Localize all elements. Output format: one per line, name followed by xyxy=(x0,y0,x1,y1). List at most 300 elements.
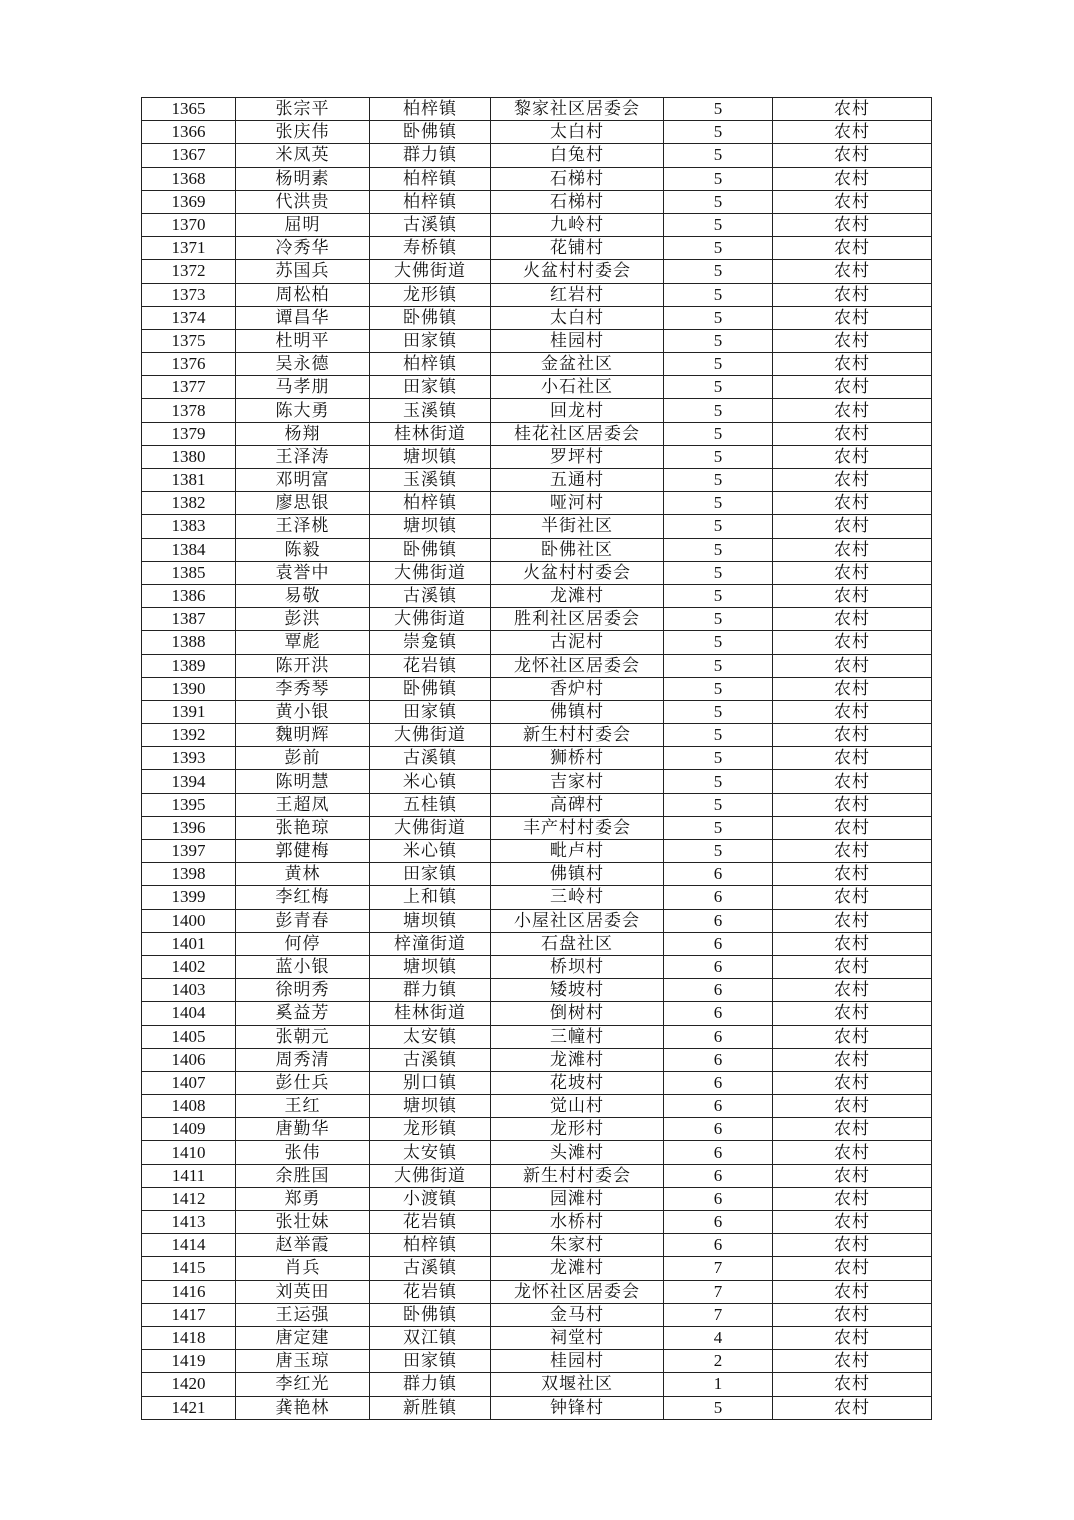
area-type-cell: 农村 xyxy=(773,1280,932,1303)
name-cell: 龚艳林 xyxy=(236,1396,370,1419)
town-cell: 卧佛镇 xyxy=(370,677,491,700)
name-cell: 周松柏 xyxy=(236,283,370,306)
town-cell: 米心镇 xyxy=(370,840,491,863)
count-cell: 5 xyxy=(664,654,773,677)
area-type-cell: 农村 xyxy=(773,700,932,723)
table-row xyxy=(142,167,932,190)
town-cell: 柏梓镇 xyxy=(370,190,491,213)
row-number-cell: 1417 xyxy=(142,1303,236,1326)
name-cell: 屈明 xyxy=(236,213,370,236)
count-cell: 5 xyxy=(664,1396,773,1419)
area-type-cell: 农村 xyxy=(773,608,932,631)
row-number-cell: 1395 xyxy=(142,793,236,816)
town-cell: 双江镇 xyxy=(370,1326,491,1349)
name-cell: 张壮妹 xyxy=(236,1211,370,1234)
row-number-cell: 1411 xyxy=(142,1164,236,1187)
records-table-body xyxy=(142,98,932,1420)
town-cell: 塘坝镇 xyxy=(370,445,491,468)
name-cell: 王红 xyxy=(236,1095,370,1118)
area-type-cell: 农村 xyxy=(773,353,932,376)
village-cell: 罗坪村 xyxy=(491,445,664,468)
town-cell: 新胜镇 xyxy=(370,1396,491,1419)
table-row xyxy=(142,190,932,213)
village-cell: 高碑村 xyxy=(491,793,664,816)
row-number-cell: 1409 xyxy=(142,1118,236,1141)
area-type-cell: 农村 xyxy=(773,724,932,747)
name-cell: 王运强 xyxy=(236,1303,370,1326)
table-row xyxy=(142,376,932,399)
area-type-cell: 农村 xyxy=(773,1326,932,1349)
row-number-cell: 1415 xyxy=(142,1257,236,1280)
name-cell: 徐明秀 xyxy=(236,979,370,1002)
area-type-cell: 农村 xyxy=(773,492,932,515)
village-cell: 金盆社区 xyxy=(491,353,664,376)
row-number-cell: 1413 xyxy=(142,1211,236,1234)
table-row xyxy=(142,1164,932,1187)
count-cell: 5 xyxy=(664,793,773,816)
name-cell: 李秀琴 xyxy=(236,677,370,700)
row-number-cell: 1396 xyxy=(142,816,236,839)
name-cell: 郭健梅 xyxy=(236,840,370,863)
count-cell: 5 xyxy=(664,167,773,190)
name-cell: 肖兵 xyxy=(236,1257,370,1280)
village-cell: 佛镇村 xyxy=(491,700,664,723)
area-type-cell: 农村 xyxy=(773,422,932,445)
area-type-cell: 农村 xyxy=(773,515,932,538)
town-cell: 田家镇 xyxy=(370,1350,491,1373)
town-cell: 柏梓镇 xyxy=(370,353,491,376)
count-cell: 5 xyxy=(664,121,773,144)
village-cell: 桂园村 xyxy=(491,1350,664,1373)
name-cell: 易敬 xyxy=(236,584,370,607)
town-cell: 小渡镇 xyxy=(370,1187,491,1210)
table-row xyxy=(142,608,932,631)
village-cell: 狮桥村 xyxy=(491,747,664,770)
area-type-cell: 农村 xyxy=(773,1350,932,1373)
count-cell: 5 xyxy=(664,700,773,723)
count-cell: 6 xyxy=(664,932,773,955)
area-type-cell: 农村 xyxy=(773,1118,932,1141)
table-row xyxy=(142,422,932,445)
table-row xyxy=(142,1373,932,1396)
name-cell: 袁誉中 xyxy=(236,561,370,584)
count-cell: 5 xyxy=(664,376,773,399)
table-row xyxy=(142,1025,932,1048)
name-cell: 唐定建 xyxy=(236,1326,370,1349)
area-type-cell: 农村 xyxy=(773,329,932,352)
row-number-cell: 1377 xyxy=(142,376,236,399)
area-type-cell: 农村 xyxy=(773,1187,932,1210)
area-type-cell: 农村 xyxy=(773,237,932,260)
town-cell: 田家镇 xyxy=(370,700,491,723)
table-row xyxy=(142,770,932,793)
count-cell: 5 xyxy=(664,469,773,492)
town-cell: 田家镇 xyxy=(370,376,491,399)
name-cell: 陈大勇 xyxy=(236,399,370,422)
table-row xyxy=(142,1280,932,1303)
town-cell: 古溪镇 xyxy=(370,747,491,770)
count-cell: 5 xyxy=(664,584,773,607)
village-cell: 双堰社区 xyxy=(491,1373,664,1396)
village-cell: 佛镇村 xyxy=(491,863,664,886)
name-cell: 米凤英 xyxy=(236,144,370,167)
village-cell: 龙形村 xyxy=(491,1118,664,1141)
row-number-cell: 1390 xyxy=(142,677,236,700)
table-row xyxy=(142,886,932,909)
village-cell: 园滩村 xyxy=(491,1187,664,1210)
row-number-cell: 1367 xyxy=(142,144,236,167)
town-cell: 古溪镇 xyxy=(370,1048,491,1071)
row-number-cell: 1412 xyxy=(142,1187,236,1210)
table-row xyxy=(142,538,932,561)
town-cell: 群力镇 xyxy=(370,144,491,167)
area-type-cell: 农村 xyxy=(773,376,932,399)
row-number-cell: 1373 xyxy=(142,283,236,306)
town-cell: 卧佛镇 xyxy=(370,306,491,329)
village-cell: 太白村 xyxy=(491,121,664,144)
table-row xyxy=(142,561,932,584)
row-number-cell: 1370 xyxy=(142,213,236,236)
name-cell: 代洪贵 xyxy=(236,190,370,213)
town-cell: 崇龛镇 xyxy=(370,631,491,654)
town-cell: 卧佛镇 xyxy=(370,121,491,144)
town-cell: 五桂镇 xyxy=(370,793,491,816)
town-cell: 群力镇 xyxy=(370,1373,491,1396)
table-row xyxy=(142,1211,932,1234)
town-cell: 卧佛镇 xyxy=(370,538,491,561)
village-cell: 五通村 xyxy=(491,469,664,492)
name-cell: 陈明慧 xyxy=(236,770,370,793)
count-cell: 5 xyxy=(664,724,773,747)
row-number-cell: 1374 xyxy=(142,306,236,329)
village-cell: 石梯村 xyxy=(491,167,664,190)
village-cell: 火盆村村委会 xyxy=(491,260,664,283)
row-number-cell: 1386 xyxy=(142,584,236,607)
town-cell: 玉溪镇 xyxy=(370,399,491,422)
village-cell: 桂花社区居委会 xyxy=(491,422,664,445)
row-number-cell: 1366 xyxy=(142,121,236,144)
town-cell: 大佛街道 xyxy=(370,561,491,584)
town-cell: 田家镇 xyxy=(370,329,491,352)
row-number-cell: 1388 xyxy=(142,631,236,654)
name-cell: 张朝元 xyxy=(236,1025,370,1048)
village-cell: 小石社区 xyxy=(491,376,664,399)
village-cell: 头滩村 xyxy=(491,1141,664,1164)
table-row xyxy=(142,1141,932,1164)
village-cell: 钟锋村 xyxy=(491,1396,664,1419)
village-cell: 龙怀社区居委会 xyxy=(491,654,664,677)
name-cell: 王超凤 xyxy=(236,793,370,816)
count-cell: 5 xyxy=(664,561,773,584)
village-cell: 丰产村村委会 xyxy=(491,816,664,839)
row-number-cell: 1369 xyxy=(142,190,236,213)
name-cell: 李红光 xyxy=(236,1373,370,1396)
count-cell: 6 xyxy=(664,1234,773,1257)
count-cell: 5 xyxy=(664,306,773,329)
table-row xyxy=(142,306,932,329)
name-cell: 冷秀华 xyxy=(236,237,370,260)
count-cell: 5 xyxy=(664,677,773,700)
row-number-cell: 1384 xyxy=(142,538,236,561)
row-number-cell: 1387 xyxy=(142,608,236,631)
table-row xyxy=(142,1350,932,1373)
name-cell: 廖思银 xyxy=(236,492,370,515)
count-cell: 5 xyxy=(664,260,773,283)
area-type-cell: 农村 xyxy=(773,283,932,306)
village-cell: 金马村 xyxy=(491,1303,664,1326)
area-type-cell: 农村 xyxy=(773,213,932,236)
count-cell: 5 xyxy=(664,608,773,631)
town-cell: 塘坝镇 xyxy=(370,909,491,932)
village-cell: 半街社区 xyxy=(491,515,664,538)
town-cell: 大佛街道 xyxy=(370,260,491,283)
town-cell: 寿桥镇 xyxy=(370,237,491,260)
area-type-cell: 农村 xyxy=(773,1211,932,1234)
area-type-cell: 农村 xyxy=(773,886,932,909)
table-row xyxy=(142,909,932,932)
table-row xyxy=(142,793,932,816)
area-type-cell: 农村 xyxy=(773,1257,932,1280)
name-cell: 何停 xyxy=(236,932,370,955)
table-row xyxy=(142,631,932,654)
name-cell: 王泽涛 xyxy=(236,445,370,468)
name-cell: 吴永德 xyxy=(236,353,370,376)
table-row xyxy=(142,1303,932,1326)
town-cell: 太安镇 xyxy=(370,1025,491,1048)
area-type-cell: 农村 xyxy=(773,1002,932,1025)
name-cell: 唐勤华 xyxy=(236,1118,370,1141)
town-cell: 塘坝镇 xyxy=(370,1095,491,1118)
count-cell: 5 xyxy=(664,770,773,793)
count-cell: 5 xyxy=(664,538,773,561)
row-number-cell: 1385 xyxy=(142,561,236,584)
count-cell: 5 xyxy=(664,747,773,770)
area-type-cell: 农村 xyxy=(773,816,932,839)
count-cell: 1 xyxy=(664,1373,773,1396)
row-number-cell: 1420 xyxy=(142,1373,236,1396)
village-cell: 火盆村村委会 xyxy=(491,561,664,584)
row-number-cell: 1381 xyxy=(142,469,236,492)
village-cell: 黎家社区居委会 xyxy=(491,98,664,121)
row-number-cell: 1408 xyxy=(142,1095,236,1118)
area-type-cell: 农村 xyxy=(773,863,932,886)
area-type-cell: 农村 xyxy=(773,190,932,213)
count-cell: 6 xyxy=(664,886,773,909)
town-cell: 大佛街道 xyxy=(370,608,491,631)
count-cell: 5 xyxy=(664,144,773,167)
area-type-cell: 农村 xyxy=(773,979,932,1002)
village-cell: 花铺村 xyxy=(491,237,664,260)
name-cell: 张宗平 xyxy=(236,98,370,121)
name-cell: 陈毅 xyxy=(236,538,370,561)
town-cell: 太安镇 xyxy=(370,1141,491,1164)
row-number-cell: 1399 xyxy=(142,886,236,909)
town-cell: 玉溪镇 xyxy=(370,469,491,492)
village-cell: 三幢村 xyxy=(491,1025,664,1048)
count-cell: 5 xyxy=(664,213,773,236)
count-cell: 6 xyxy=(664,863,773,886)
village-cell: 桂园村 xyxy=(491,329,664,352)
village-cell: 祠堂村 xyxy=(491,1326,664,1349)
area-type-cell: 农村 xyxy=(773,469,932,492)
row-number-cell: 1398 xyxy=(142,863,236,886)
table-row xyxy=(142,979,932,1002)
area-type-cell: 农村 xyxy=(773,1234,932,1257)
name-cell: 奚益芳 xyxy=(236,1002,370,1025)
row-number-cell: 1404 xyxy=(142,1002,236,1025)
row-number-cell: 1405 xyxy=(142,1025,236,1048)
name-cell: 黄小银 xyxy=(236,700,370,723)
table-row xyxy=(142,840,932,863)
area-type-cell: 农村 xyxy=(773,793,932,816)
town-cell: 梓潼街道 xyxy=(370,932,491,955)
row-number-cell: 1368 xyxy=(142,167,236,190)
row-number-cell: 1406 xyxy=(142,1048,236,1071)
row-number-cell: 1414 xyxy=(142,1234,236,1257)
name-cell: 苏国兵 xyxy=(236,260,370,283)
name-cell: 李红梅 xyxy=(236,886,370,909)
name-cell: 彭青春 xyxy=(236,909,370,932)
town-cell: 柏梓镇 xyxy=(370,98,491,121)
table-row xyxy=(142,1071,932,1094)
area-type-cell: 农村 xyxy=(773,538,932,561)
count-cell: 6 xyxy=(664,909,773,932)
village-cell: 龙怀社区居委会 xyxy=(491,1280,664,1303)
name-cell: 赵举霞 xyxy=(236,1234,370,1257)
count-cell: 4 xyxy=(664,1326,773,1349)
area-type-cell: 农村 xyxy=(773,584,932,607)
count-cell: 5 xyxy=(664,353,773,376)
records-table xyxy=(141,97,932,1420)
name-cell: 覃彪 xyxy=(236,631,370,654)
row-number-cell: 1382 xyxy=(142,492,236,515)
table-row xyxy=(142,1002,932,1025)
village-cell: 石梯村 xyxy=(491,190,664,213)
table-row xyxy=(142,98,932,121)
count-cell: 2 xyxy=(664,1350,773,1373)
table-row xyxy=(142,283,932,306)
name-cell: 张伟 xyxy=(236,1141,370,1164)
area-type-cell: 农村 xyxy=(773,1071,932,1094)
count-cell: 6 xyxy=(664,1211,773,1234)
town-cell: 桂林街道 xyxy=(370,422,491,445)
name-cell: 杨明素 xyxy=(236,167,370,190)
village-cell: 矮坡村 xyxy=(491,979,664,1002)
town-cell: 塘坝镇 xyxy=(370,515,491,538)
row-number-cell: 1410 xyxy=(142,1141,236,1164)
count-cell: 5 xyxy=(664,329,773,352)
village-cell: 古泥村 xyxy=(491,631,664,654)
table-row xyxy=(142,237,932,260)
village-cell: 花坡村 xyxy=(491,1071,664,1094)
town-cell: 花岩镇 xyxy=(370,1211,491,1234)
village-cell: 卧佛社区 xyxy=(491,538,664,561)
row-number-cell: 1394 xyxy=(142,770,236,793)
town-cell: 塘坝镇 xyxy=(370,955,491,978)
town-cell: 柏梓镇 xyxy=(370,492,491,515)
table-row xyxy=(142,724,932,747)
area-type-cell: 农村 xyxy=(773,306,932,329)
count-cell: 6 xyxy=(664,1187,773,1210)
area-type-cell: 农村 xyxy=(773,1095,932,1118)
row-number-cell: 1376 xyxy=(142,353,236,376)
name-cell: 唐玉琼 xyxy=(236,1350,370,1373)
name-cell: 陈开洪 xyxy=(236,654,370,677)
table-row xyxy=(142,654,932,677)
area-type-cell: 农村 xyxy=(773,909,932,932)
row-number-cell: 1391 xyxy=(142,700,236,723)
area-type-cell: 农村 xyxy=(773,561,932,584)
row-number-cell: 1379 xyxy=(142,422,236,445)
village-cell: 香炉村 xyxy=(491,677,664,700)
town-cell: 古溪镇 xyxy=(370,1257,491,1280)
village-cell: 新生村村委会 xyxy=(491,724,664,747)
town-cell: 古溪镇 xyxy=(370,213,491,236)
count-cell: 7 xyxy=(664,1280,773,1303)
row-number-cell: 1397 xyxy=(142,840,236,863)
table-row xyxy=(142,584,932,607)
table-row xyxy=(142,515,932,538)
village-cell: 回龙村 xyxy=(491,399,664,422)
area-type-cell: 农村 xyxy=(773,98,932,121)
row-number-cell: 1400 xyxy=(142,909,236,932)
count-cell: 5 xyxy=(664,422,773,445)
village-cell: 吉家村 xyxy=(491,770,664,793)
name-cell: 张艳琼 xyxy=(236,816,370,839)
village-cell: 三岭村 xyxy=(491,886,664,909)
row-number-cell: 1393 xyxy=(142,747,236,770)
name-cell: 彭仕兵 xyxy=(236,1071,370,1094)
town-cell: 花岩镇 xyxy=(370,654,491,677)
count-cell: 6 xyxy=(664,1048,773,1071)
count-cell: 5 xyxy=(664,492,773,515)
row-number-cell: 1371 xyxy=(142,237,236,260)
town-cell: 龙形镇 xyxy=(370,1118,491,1141)
name-cell: 邓明富 xyxy=(236,469,370,492)
area-type-cell: 农村 xyxy=(773,1048,932,1071)
village-cell: 小屋社区居委会 xyxy=(491,909,664,932)
area-type-cell: 农村 xyxy=(773,1373,932,1396)
area-type-cell: 农村 xyxy=(773,167,932,190)
table-row xyxy=(142,700,932,723)
row-number-cell: 1375 xyxy=(142,329,236,352)
row-number-cell: 1380 xyxy=(142,445,236,468)
name-cell: 谭昌华 xyxy=(236,306,370,329)
count-cell: 6 xyxy=(664,1164,773,1187)
count-cell: 5 xyxy=(664,98,773,121)
count-cell: 5 xyxy=(664,840,773,863)
count-cell: 7 xyxy=(664,1257,773,1280)
village-cell: 石盘社区 xyxy=(491,932,664,955)
town-cell: 米心镇 xyxy=(370,770,491,793)
table-row xyxy=(142,445,932,468)
village-cell: 龙滩村 xyxy=(491,1048,664,1071)
row-number-cell: 1407 xyxy=(142,1071,236,1094)
table-row xyxy=(142,1095,932,1118)
name-cell: 张庆伟 xyxy=(236,121,370,144)
count-cell: 6 xyxy=(664,1118,773,1141)
count-cell: 5 xyxy=(664,631,773,654)
table-row xyxy=(142,213,932,236)
area-type-cell: 农村 xyxy=(773,445,932,468)
town-cell: 柏梓镇 xyxy=(370,1234,491,1257)
village-cell: 桥坝村 xyxy=(491,955,664,978)
row-number-cell: 1372 xyxy=(142,260,236,283)
count-cell: 5 xyxy=(664,399,773,422)
area-type-cell: 农村 xyxy=(773,1025,932,1048)
table-row xyxy=(142,329,932,352)
area-type-cell: 农村 xyxy=(773,770,932,793)
